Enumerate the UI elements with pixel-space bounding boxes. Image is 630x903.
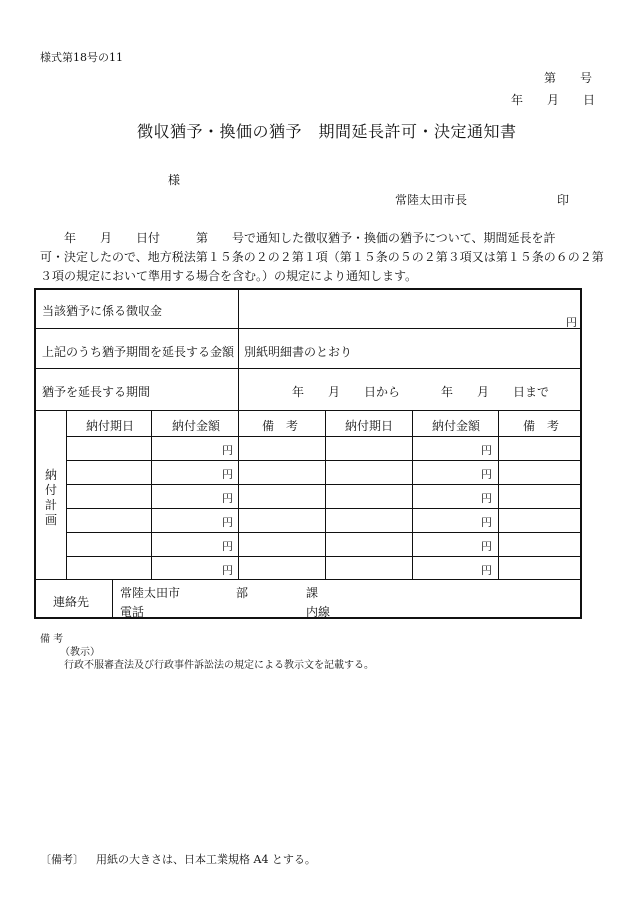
- contact-section: 課: [306, 586, 319, 600]
- collection-amount-unit: 円: [566, 316, 577, 329]
- table-row: 円: [222, 540, 233, 553]
- page-title: 徴収猶予・換価の猶予 期間延長許可・決定通知書: [137, 122, 517, 141]
- notice-line: ３項の規定において準用する場合を含む。）の規定により通知します。: [40, 269, 418, 283]
- header-amount: 納付金額: [432, 419, 481, 433]
- footer-label: 〔備考〕: [40, 853, 84, 866]
- table-row: 円: [481, 564, 492, 577]
- contact-extension: 内線: [306, 605, 331, 619]
- payment-plan-label: 納 付 計 画: [44, 468, 57, 527]
- notice-line: 可・決定したので、地方税法第１５条の２の２第１項（第１５条の５の２第３項又は第１５条の６の２第: [40, 250, 604, 264]
- notice-table: [34, 288, 582, 619]
- header-due-date: 納付期日: [345, 419, 394, 433]
- extension-amount-label: 上記のうち猶予期間を延長する金額: [42, 345, 235, 359]
- collection-amount-label: 当該猶予に係る徴収金: [42, 304, 163, 318]
- contact-label: 連絡先: [53, 595, 90, 609]
- extension-amount-value: 別紙明細書のとおり: [244, 345, 353, 359]
- notes-subtitle: （教示）: [60, 647, 100, 658]
- notice-line: 年 月 日付 第 号で通知した徴収猶予・換価の猶予について、期間延長を許: [40, 231, 556, 245]
- table-row: 円: [481, 444, 492, 457]
- period-to: 年 月 日まで: [441, 385, 550, 399]
- seal-mark: 印: [557, 193, 570, 207]
- header-remarks: 備 考: [523, 419, 560, 433]
- document-date: 年 月 日: [511, 93, 596, 107]
- table-row: 円: [222, 444, 233, 457]
- form-number: 様式第18号の11: [40, 51, 123, 64]
- table-row: 円: [481, 516, 492, 529]
- table-row: 円: [481, 468, 492, 481]
- issuer-name: 常陸太田市長: [395, 193, 468, 207]
- table-row: 円: [481, 540, 492, 553]
- notice-body: [40, 229, 604, 286]
- header-due-date: 納付期日: [86, 419, 135, 433]
- table-row: 円: [481, 492, 492, 505]
- extension-period-label: 猶予を延長する期間: [42, 385, 151, 399]
- contact-department: 部: [236, 586, 249, 600]
- footer-text: 用紙の大きさは、日本工業規格 A4 とする。: [96, 853, 316, 866]
- contact-phone: 電話: [120, 605, 145, 619]
- table-row: 円: [222, 516, 233, 529]
- contact-city: 常陸太田市: [120, 586, 181, 600]
- notes-text: 行政不服審査法及び行政事件訴訟法の規定による教示文を記載する。: [64, 660, 374, 671]
- period-from: 年 月 日から: [292, 385, 401, 399]
- header-remarks: 備 考: [262, 419, 299, 433]
- table-row: 円: [222, 468, 233, 481]
- header-amount: 納付金額: [172, 419, 221, 433]
- addressee: 様: [168, 173, 181, 187]
- notes-title: 備 考: [40, 634, 64, 645]
- table-row: 円: [222, 564, 233, 577]
- document-number: 第 号: [544, 71, 593, 85]
- table-row: 円: [222, 492, 233, 505]
